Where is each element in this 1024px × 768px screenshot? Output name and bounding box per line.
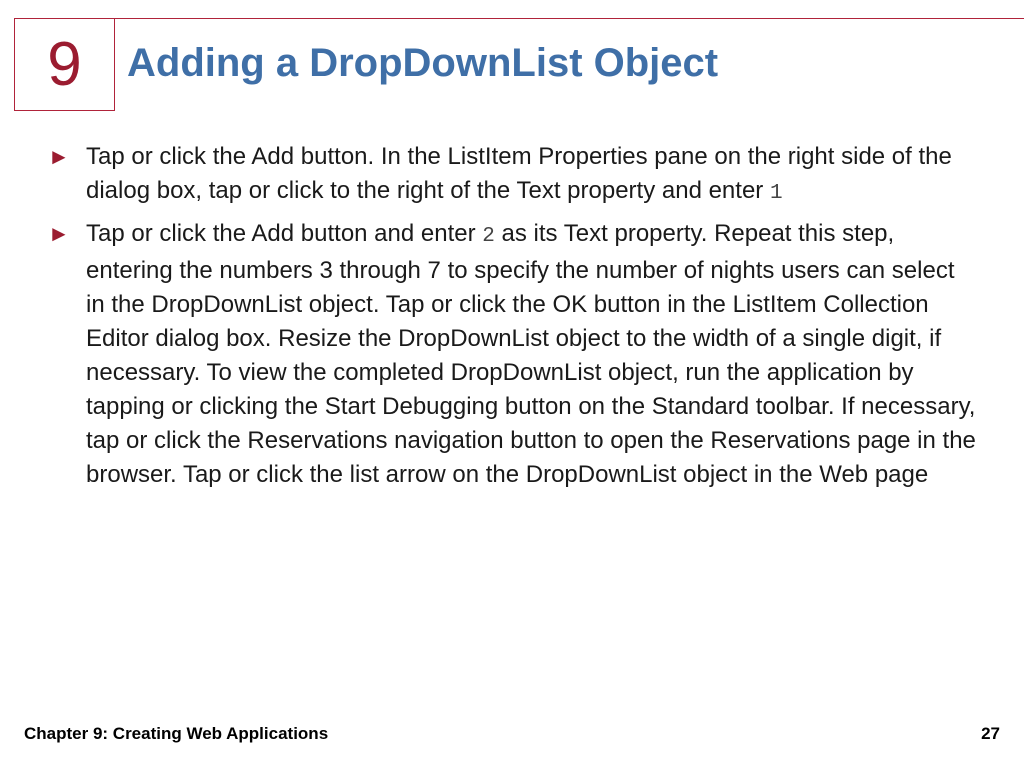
chapter-number: 9 (47, 29, 82, 99)
header-divider (14, 18, 1024, 19)
bullet-text: Tap or click the Add button and enter (86, 220, 483, 247)
code-value: 1 (769, 182, 783, 205)
slide-title: Adding a DropDownList Object (127, 41, 719, 85)
bullet-list (48, 140, 978, 498)
bullet-text-after: as its Text property. Repeat this step, entering the numbers 3 through 7 to specify the number of nights users can select in the DropDownList object. Tap or click the OK button in the ListItem Collection Editor dialog box. Resize the DropDownList object to the width of a single digit, if necessary. To view the completed DropDownList object, run the application by tapping or clicking the Start Debugging button on the Standard toolbar. If necessary, tap or click the Reservations navigation button to open the Reservations page in the browser. Tap or click the list arrow on the DropDownList object in the Web page (86, 220, 976, 488)
bullet-item (48, 217, 978, 492)
chapter-number-box (14, 18, 115, 111)
code-value: 2 (482, 225, 495, 248)
bullet-text: Tap or click the Add button. In the ListItem Properties pane on the right side of the dialog box, tap or click to the right of the Text property and enter (86, 143, 952, 204)
bullet-arrow-icon: ► (48, 221, 70, 246)
bullet-arrow-icon: ► (48, 144, 70, 169)
footer-page-number: 27 (981, 724, 1000, 743)
bullet-item (48, 140, 978, 211)
footer-chapter-label: Chapter 9: Creating Web Applications (24, 724, 329, 743)
